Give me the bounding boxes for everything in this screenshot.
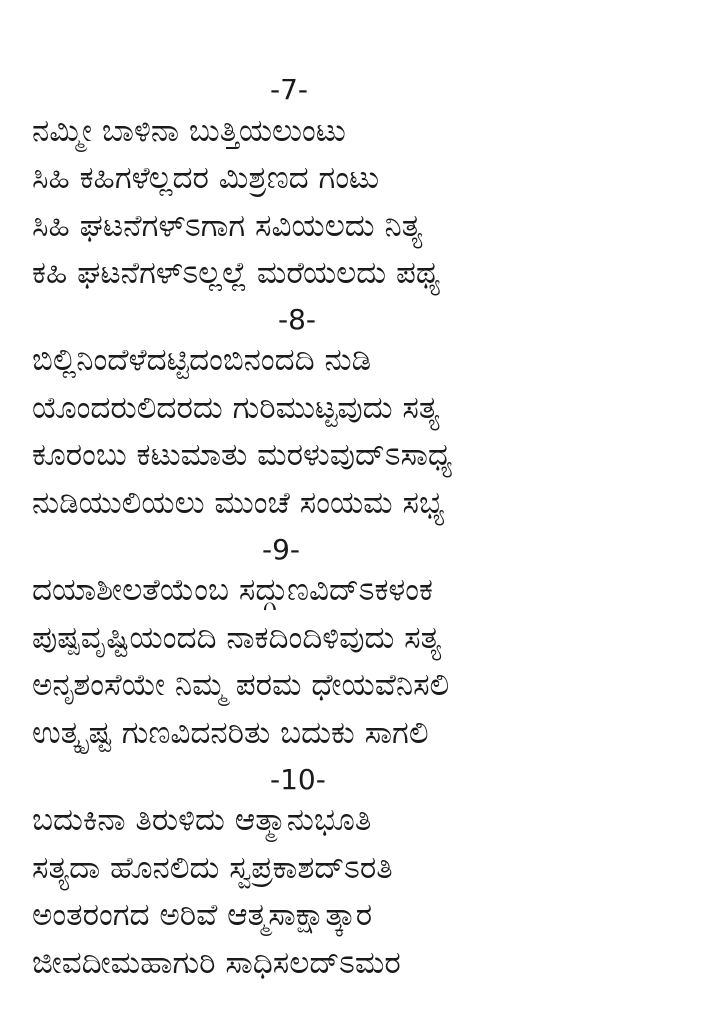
verse-line: ಯೊಂದರುಲಿದರದು ಗುರಿಮುಟ್ಟವುದು ಸತ್ಯ: [32, 390, 440, 426]
verse-line: ಅನೃಶಂಸೆಯೇ ನಿಮ್ಮ ಪರಮ ಧೇಯವೆನಿಸಲಿ: [32, 667, 450, 703]
stanza-number-10: -10-: [270, 763, 326, 796]
verse-line: ಕೂರಂಬು ಕಟುಮಾತು ಮರಳುವುದ್ಽಸಾಧ್ಯ: [32, 437, 453, 473]
verse-line: ಸಿಹಿ ಘಟನೆಗಳ್ಽಗಾಗ ಸವಿಯಲದು ನಿತ್ಯ: [32, 208, 423, 244]
verse-line: ಸತ್ಯದಾ ಹೊನಲಿದು ಸ್ವಪ್ರಕಾಶದ್ಽರತಿ: [32, 850, 393, 886]
verse-line: ನುಡಿಯುಲಿಯಲು ಮುಂಚೆ ಸಂಯಮ ಸಭ್ಯ: [32, 485, 445, 521]
verse-line: ಬದುಕಿನಾ ತಿರುಳಿದು ಆತ್ಮಾನುಭೂತಿ: [32, 802, 372, 838]
verse-line: ದಯಾಶೀಲತೆಯೆಂಬ ಸದ್ಗುಣವಿದ್ಽಕಳಂಕ: [32, 572, 433, 608]
verse-line: ಉತ್ಕೃಷ್ಟ ಗುಣವಿದನರಿತು ಬದುಕು ಸಾಗಲಿ: [32, 715, 429, 751]
verse-line: ಸಿಹಿ ಕಹಿಗಳೆಲ್ಲದರ ಮಿಶ್ರಣದ ಗಂಟು: [32, 160, 380, 196]
stanza-number-9: -9-: [262, 533, 301, 566]
verse-line: ಅಂತರಂಗದ ಅರಿವೆ ಆತ್ಮಸಾಕ್ಷಾತ್ಕಾರ: [32, 897, 373, 933]
verse-line: ನಮ್ಮೀ ಬಾಳಿನಾ ಬುತ್ತಿಯಲುಂಟು: [32, 113, 346, 149]
verse-line: ಜೀವದೀಮಹಾಗುರಿ ಸಾಧಿಸಲದ್ಽಮರ: [32, 945, 401, 981]
stanza-number-7: -7-: [270, 73, 309, 106]
stanza-number-8: -8-: [278, 303, 317, 336]
verse-line: ಕಹಿ ಘಟನೆಗಳ್ಽಲ್ಲಲ್ಲೆ ಮರೆಯಲದು ಪಥ್ಯ: [32, 255, 441, 291]
verse-line: ಪುಷ್ಪವೃಷ್ಟಿಯಂದದಿ ನಾಕದಿಂದಿಳಿವುದು ಸತ್ಯ: [32, 620, 442, 656]
verse-line: ಬಿಲ್ಲಿನಿಂದೆಳೆದಟ್ಟಿದಂಬಿನಂದದಿ ನುಡಿ: [32, 342, 372, 378]
